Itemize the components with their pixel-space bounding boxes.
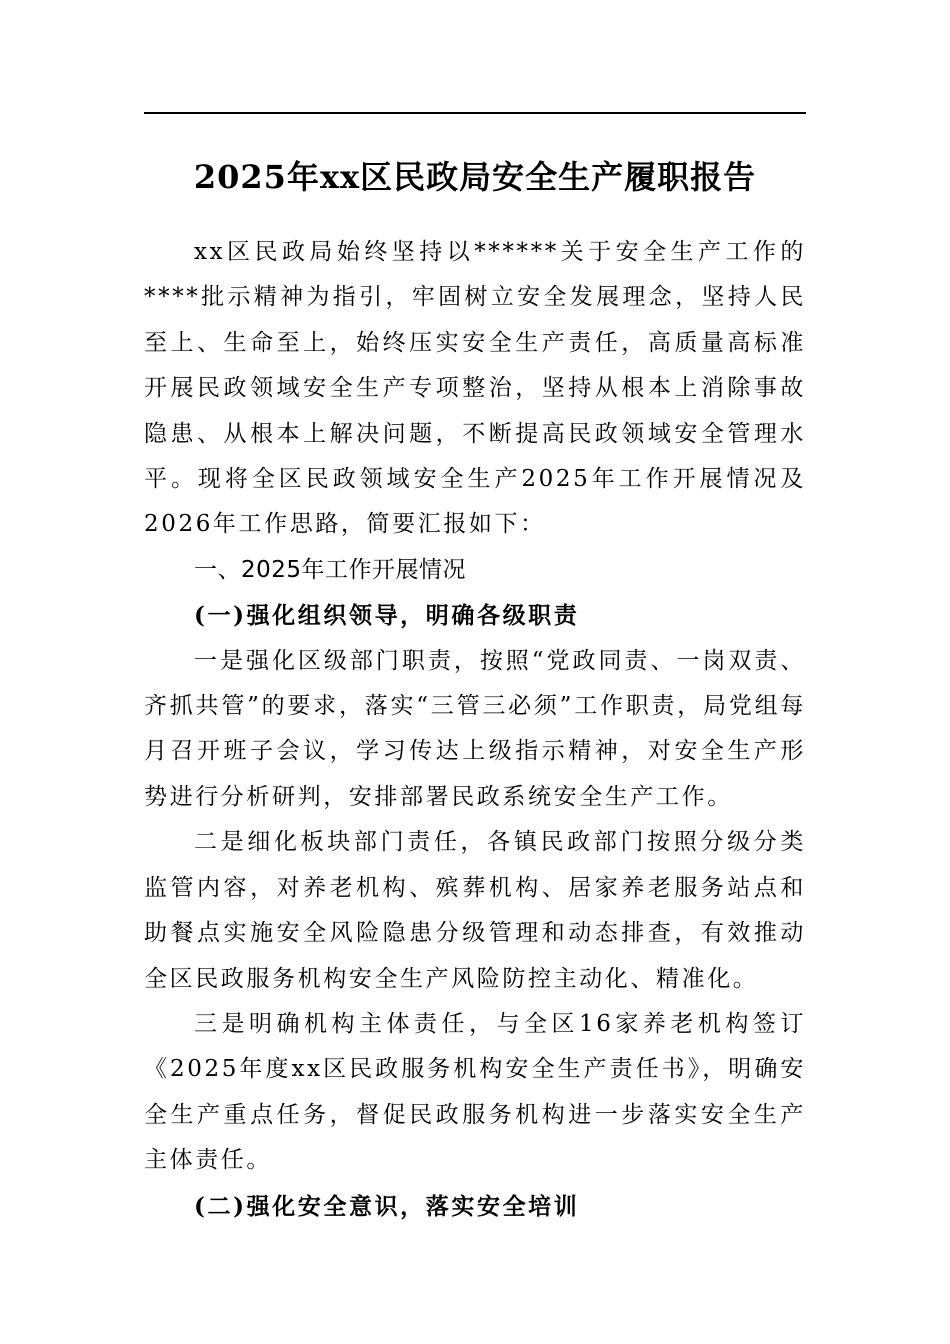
section-heading-1: 一、2025年工作开展情况 <box>194 556 467 583</box>
intro-paragraph: xx区民政局始终坚持以******关于安全生产工作的****批示精神为指引，牢固树立安全发展理念，坚持人民至上、生命至上，始终压实安全生产责任，高质量高标准开展民政领域安全生产专项整治，坚持从根本上消除事故隐患、从根本上解决问题，不断提高民政领域安全管理水平。现将全区民政领域安全生产2025年工作开展情况及2026年工作思路，简要汇报如下： <box>144 239 806 538</box>
document-body <box>144 230 806 1229</box>
subsection-heading-2: (二)强化安全意识，落实安全培训 <box>194 1192 580 1220</box>
subsection-heading-1: (一)强化组织领导，明确各级职责 <box>194 602 580 630</box>
paragraph-2: 二是细化板块部门责任，各镇民政部门按照分级分类监管内容，对养老机构、殡葬机构、居家养老服务站点和助餐点实施安全风险隐患分级管理和动态排查，有效推动全区民政服务机构安全生产风险防控主动化、精准化。 <box>144 829 806 992</box>
document-title: 2025年xx区民政局安全生产履职报告 <box>193 158 757 196</box>
paragraph-3: 三是明确机构主体责任，与全区16家养老机构签订《2025年度xx区民政服务机构安全生产责任书》，明确安全生产重点任务，督促民政服务机构进一步落实安全生产主体责任。 <box>144 1010 806 1174</box>
paragraph-1: 一是强化区级部门职责，按照“党政同责、一岗双责、齐抓共管”的要求，落实“三管三必须”工作职责，局党组每月召开班子会议，学习传达上级指示精神，对安全生产形势进行分析研判，安排部署民政系统安全生产工作。 <box>144 647 806 810</box>
header-rule <box>144 112 806 114</box>
